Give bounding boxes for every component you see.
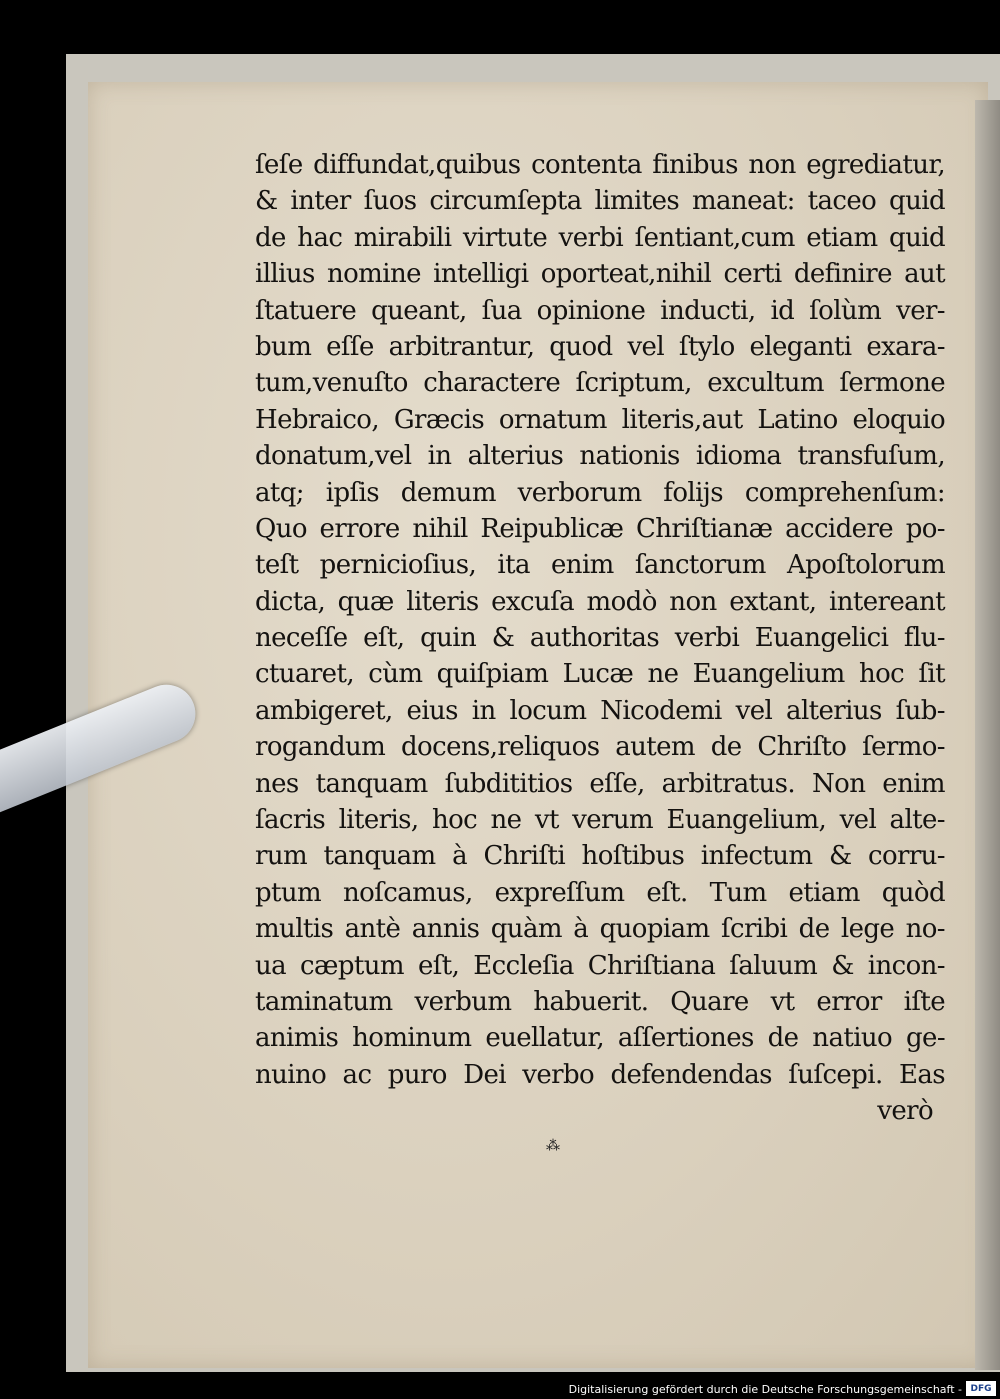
text-line: Quo errore nihil Reipublicæ Chriſtianæ accidere po- [255,513,945,544]
footer-credit-text: Digitalisierung gefördert durch die Deutsche Forschungsgemeinschaft - [568,1382,962,1396]
text-line: multis antè annis quàm à quopiam ſcribi de lege no- [255,914,945,945]
text-line: donatum,vel in alterius nationis idioma transfuſum, [255,441,945,472]
text-line: rum tanquam à Chriſti hoſtibus infectum & corru- [255,841,945,872]
text-line: teſt pernicioſius, ita enim ſanctorum Apoſtolorum [255,550,945,581]
text-line: bum eſſe arbitrantur, quod vel ſtylo eleganti exara- [255,331,945,362]
text-line: illius nomine intelligi oporteat,nihil certi definire aut [255,259,945,290]
text-line: nes tanquam ſubdititios eſſe, arbitratus. Non enim [255,768,945,799]
text-line: tum,venuſto charactere ſcriptum, excultum ſermone [255,368,945,399]
digitization-footer [0,1379,1000,1399]
text-line: nuino ac puro Dei verbo defendendas ſuſcepi. Eas [255,1059,945,1090]
page-text-block [255,147,945,1130]
text-line: rogandum docens,reliquos autem de Chriſto ſermo- [255,732,945,763]
text-line: ſeſe diffundat,quibus contenta finibus non egrediatur, [255,150,945,180]
signature-mark: ⁂ [546,1138,560,1154]
page-edge-shadow [975,100,1000,1370]
catchword: verò [877,1096,933,1127]
dfg-logo: DFG [966,1381,996,1396]
text-line: & inter ſuos circumſepta limites maneat: taceo quid [255,186,945,217]
text-line: ambigeret, eius in locum Nicodemi vel alterius ſub- [255,695,945,726]
text-line: ſtatuere queant, ſua opinione inducti, id ſolùm ver- [255,295,945,326]
text-line: atq; ipſis demum verborum folijs comprehenſum: [255,477,945,508]
text-line: neceſſe eſt, quin & authoritas verbi Euangelici flu- [255,623,945,654]
text-line: ptum noſcamus, expreſſum eſt. Tum etiam quòd [255,877,945,908]
text-line: taminatum verbum habuerit. Quare vt error iſte [255,986,945,1017]
text-line: Hebraico, Græcis ornatum literis,aut Latino eloquio [255,404,945,435]
text-line: de hac mirabili virtute verbi ſentiant,cum etiam quid [255,222,945,253]
text-line: ſacris literis, hoc ne vt verum Euangelium, vel alte- [255,805,945,836]
text-line: ua cæptum eſt, Eccleſia Chriſtiana ſaluum & incon- [255,950,945,981]
text-line: animis hominum euellatur, aſſertiones de natiuo ge- [255,1023,945,1054]
text-line: ctuaret, cùm quiſpiam Lucæ ne Euangelium hoc ſit [255,659,945,690]
text-line: dicta, quæ literis excuſa modò non extant, intereant [255,586,945,617]
